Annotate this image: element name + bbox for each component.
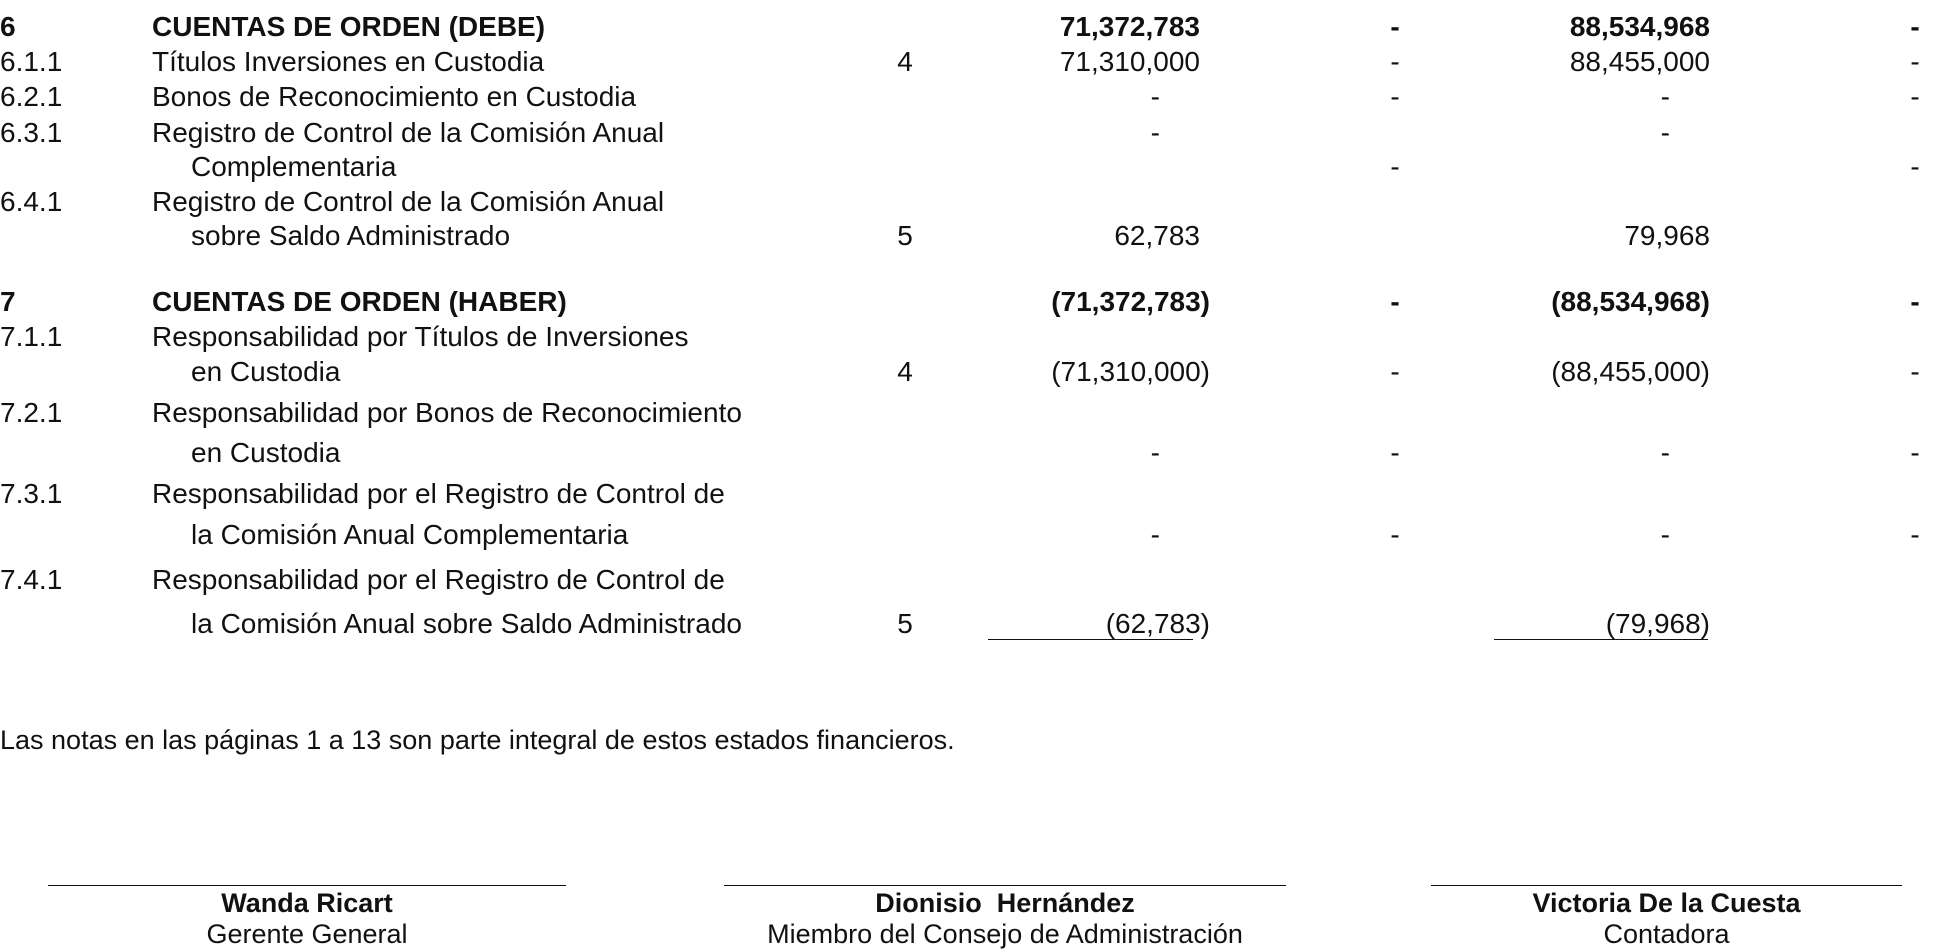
account-code: 7.3.1 <box>0 478 63 509</box>
signatory-role: Gerente General <box>206 919 408 949</box>
dash-col-1: - <box>1390 356 1400 387</box>
row-7-2-1-cont <box>0 436 1945 470</box>
value-col-1: (71,310,000) <box>1051 356 1210 387</box>
account-code: 7 <box>0 286 16 317</box>
note-ref: 5 <box>897 220 913 251</box>
account-label: Títulos Inversiones en Custodia <box>152 46 545 77</box>
value-col-1: (71,372,783) <box>1051 286 1210 317</box>
account-label-line2: Complementaria <box>191 151 397 182</box>
value-col-1: - <box>1150 437 1160 468</box>
value-col-1: 71,372,783 <box>1059 11 1200 42</box>
value-col-2: 88,534,968 <box>1569 11 1710 42</box>
dash-col-2: - <box>1910 11 1920 42</box>
account-label: CUENTAS DE ORDEN (DEBE) <box>152 11 546 42</box>
account-label-line1: Registro de Control de la Comisión Anual <box>152 117 665 148</box>
dash-col-2: - <box>1910 519 1920 550</box>
note-ref: 4 <box>897 356 913 387</box>
dash-col-1: - <box>1390 437 1400 468</box>
signature-line <box>48 885 566 886</box>
signature-line <box>1431 885 1902 886</box>
row-7-1-1-cont <box>0 355 1945 389</box>
dash-col-2: - <box>1910 437 1920 468</box>
account-code: 6.3.1 <box>0 117 63 148</box>
account-label-line2: la Comisión Anual Complementaria <box>191 519 629 550</box>
account-code: 6.2.1 <box>0 81 63 112</box>
note-ref: 5 <box>897 608 913 639</box>
account-label-line1: Responsabilidad por el Registro de Control de <box>152 478 725 509</box>
value-col-2: 79,968 <box>1624 220 1710 251</box>
row-6-4-1-cont <box>0 219 1945 253</box>
dash-col-1: - <box>1390 46 1400 77</box>
dash-col-1: - <box>1390 519 1400 550</box>
account-label: Bonos de Reconocimiento en Custodia <box>152 81 637 112</box>
signatory-name: Wanda Ricart <box>221 888 393 918</box>
dash-col-1: - <box>1390 81 1400 112</box>
value-col-1: (62,783) <box>1105 608 1210 639</box>
dash-col-1: - <box>1390 286 1400 317</box>
account-code: 6 <box>0 11 16 42</box>
signatory-role: Miembro del Consejo de Administración <box>767 919 1243 949</box>
row-6-3-1-cont <box>0 150 1945 184</box>
value-col-2: - <box>1660 519 1670 550</box>
account-code: 7.1.1 <box>0 321 63 352</box>
value-col-2: - <box>1660 437 1670 468</box>
total-underline-2 <box>1494 639 1708 640</box>
signature-line <box>724 885 1286 886</box>
account-label: CUENTAS DE ORDEN (HABER) <box>152 286 567 317</box>
account-label-line1: Registro de Control de la Comisión Anual <box>152 186 665 217</box>
account-code: 7.4.1 <box>0 564 63 595</box>
value-col-2: (88,455,000) <box>1551 356 1710 387</box>
account-label-line2: sobre Saldo Administrado <box>191 220 511 251</box>
value-col-1: 71,310,000 <box>1059 46 1200 77</box>
value-col-1: - <box>1150 519 1160 550</box>
signature-block-2 <box>724 885 1286 950</box>
signatory-name: Victoria De la Cuesta <box>1532 888 1801 918</box>
dash-col-2: - <box>1910 151 1920 182</box>
row-7-4-1 <box>0 563 1945 597</box>
row-7-4-1-cont <box>0 607 1945 641</box>
dash-col-2: - <box>1910 356 1920 387</box>
value-col-1: - <box>1150 81 1160 112</box>
value-col-2: (88,534,968) <box>1551 286 1710 317</box>
account-label-line2: en Custodia <box>191 437 341 468</box>
row-6-4-1 <box>0 185 1945 219</box>
dash-col-1: - <box>1390 151 1400 182</box>
row-6-2-1 <box>0 80 1945 114</box>
dash-col-2: - <box>1910 81 1920 112</box>
signatory-role: Contadora <box>1603 919 1730 949</box>
value-col-1: - <box>1150 117 1160 148</box>
total-underline-1 <box>988 639 1193 640</box>
account-code: 7.2.1 <box>0 397 63 428</box>
account-label-line1: Responsabilidad por el Registro de Control de <box>152 564 725 595</box>
value-col-1: 62,783 <box>1114 220 1200 251</box>
signature-block-3 <box>1431 885 1902 950</box>
value-col-2: - <box>1660 81 1670 112</box>
dash-col-1: - <box>1390 11 1400 42</box>
note-ref: 4 <box>897 46 913 77</box>
footnote: Las notas en las páginas 1 a 13 son parte integral de estos estados financieros. <box>0 725 955 755</box>
row-7-3-1-cont <box>0 518 1945 552</box>
row-7-1-1 <box>0 320 1945 354</box>
dash-col-2: - <box>1910 286 1920 317</box>
row-7-2-1 <box>0 396 1945 430</box>
signatory-name: Dionisio Hernández <box>875 888 1135 918</box>
value-col-2: (79,968) <box>1605 608 1710 639</box>
account-code: 6.1.1 <box>0 46 63 77</box>
account-label-line1: Responsabilidad por Bonos de Reconocimiento <box>152 397 742 428</box>
account-label-line2: la Comisión Anual sobre Saldo Administrado <box>191 608 742 639</box>
dash-col-2: - <box>1910 46 1920 77</box>
row-7-header <box>0 285 1945 319</box>
row-7-3-1 <box>0 477 1945 511</box>
account-code: 6.4.1 <box>0 186 63 217</box>
signature-block-1 <box>48 885 566 950</box>
row-6-header <box>0 10 1945 44</box>
value-col-2: - <box>1660 117 1670 148</box>
row-6-1-1 <box>0 45 1945 79</box>
account-label-line1: Responsabilidad por Títulos de Inversiones <box>152 321 689 352</box>
account-label-line2: en Custodia <box>191 356 341 387</box>
row-6-3-1 <box>0 116 1945 150</box>
value-col-2: 88,455,000 <box>1569 46 1710 77</box>
